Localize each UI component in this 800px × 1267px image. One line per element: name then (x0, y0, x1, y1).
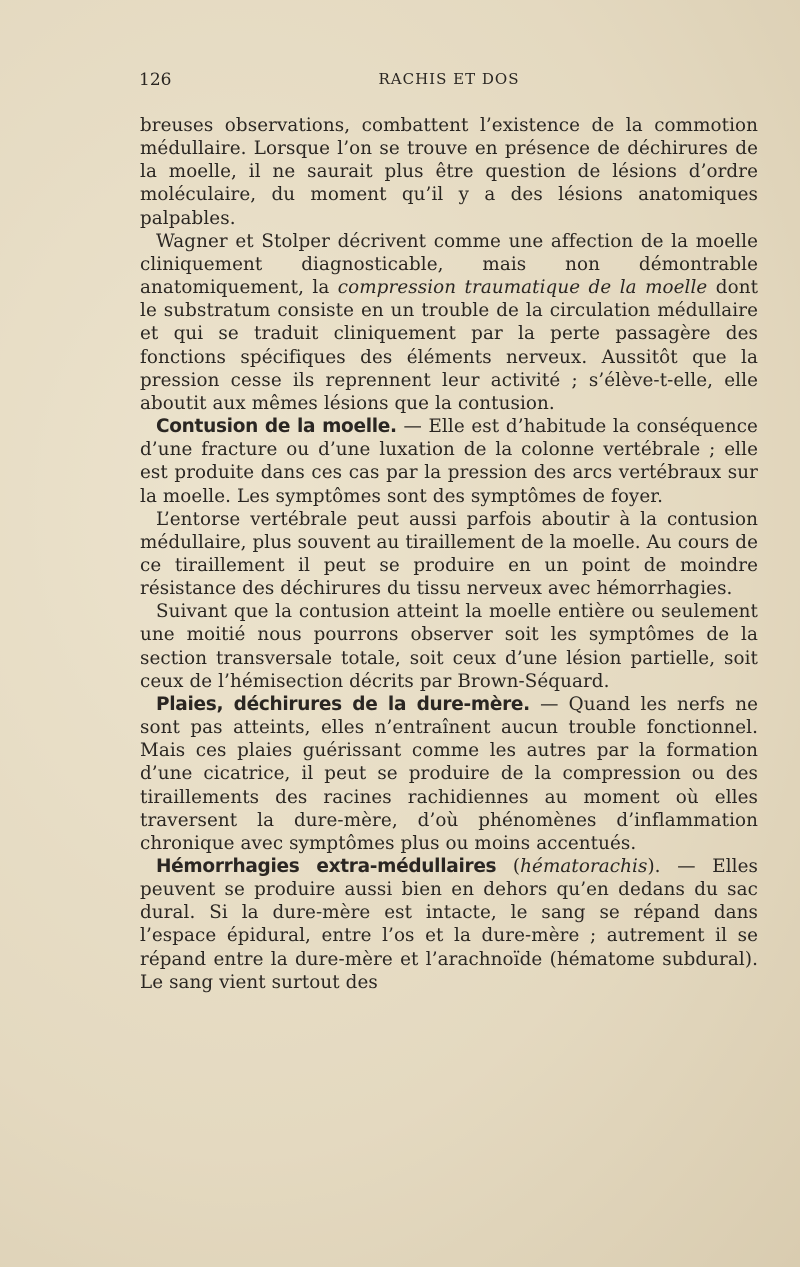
paragraph-text: ). — Elles peuvent se produire aussi bien en dehors qu’en dedans du sac dural. Si la dure-mère est intacte, le sang se répand dans l’espace épidural, entre l’os et la dure-mère ; autrement il se répand entre la dure-mère et l’arachnoïde (hématome subdural). Le sang vient surtout des (140, 856, 758, 993)
paragraph-plaies (140, 693, 758, 855)
section-heading: Contusion de la moelle. (156, 416, 397, 438)
paragraph-text: dont le substratum consiste en un trouble de la circulation médullaire et qui se traduit cliniquement par la perte passagère des fonctions spécifiques des éléments nerveux. Aussitôt que la pression cesse ils reprennent leur activité ; s’élève-t-elle, elle aboutit aux mêmes lésions que la contusion. (140, 277, 759, 414)
page-number: 126 (139, 70, 172, 90)
paragraph-text: ( (496, 856, 521, 877)
body-text (140, 114, 758, 994)
paragraph-wagner-stolper (140, 230, 758, 415)
running-head (140, 70, 758, 98)
italic-term: compression traumatique de la moelle (337, 277, 708, 299)
paragraph-text: Wagner et Stolper décrivent comme une affection de la moelle cliniquement diagnosticable, mais non démontrable anatomiquement, la (140, 230, 758, 299)
paragraph-suivant: Suivant que la contusion atteint la moelle entière ou seulement une moitié nous pourrons observer soit les symptômes de la section transversale totale, soit ceux d’une lésion partielle, soit ceux de l’hémisection décrits par Brown-Séquard. (140, 601, 758, 692)
paragraph-text: — Quand les nerfs ne sont pas atteints, elles n’entraînent aucun trouble fonctionnel. Mais ces plaies guérissant comme les autres par la formation d’une cicatrice, il peut se produire de la compression ou des tiraillements des racines rachidiennes au moment où elles traversent la dure-mère, d’où phénomènes d’inflammation chronique avec symptômes plus ou moins accentués. (140, 693, 759, 854)
paragraph-continuation: breuses observations, combattent l’existence de la commotion médullaire. Lorsque l’on se trouve en présence de déchirures de la moelle, il ne saurait plus être question de lésions d’ordre moléculaire, du moment qu’il y a des lésions anatomiques palpables. (140, 115, 758, 229)
italic-term: hématorachis (520, 856, 648, 877)
running-title: RACHIS ET DOS (378, 70, 520, 88)
paragraph-text: — Elle est d’habitude la conséquence d’une fracture ou d’une luxation de la colonne vertébrale ; elle est produite dans ces cas par la pression des arcs vertébraux sur la moelle. Les symptômes sont des symptômes de foyer. (140, 416, 758, 507)
section-heading: Hémorrhagies extra-médullaires (156, 856, 497, 877)
paragraph-contusion (140, 415, 758, 508)
book-page (140, 70, 758, 994)
paragraph-hemorrhagies (140, 855, 758, 994)
section-heading: Plaies, déchirures de la dure-mère. (156, 693, 530, 715)
paragraph-entorse: L’entorse vertébrale peut aussi parfois aboutir à la contusion médullaire, plus souvent au tiraillement de la moelle. Au cours de ce tiraillement il peut se produire en un point de moindre résistance des déchirures du tissu nerveux avec hémorrhagies. (140, 508, 758, 600)
